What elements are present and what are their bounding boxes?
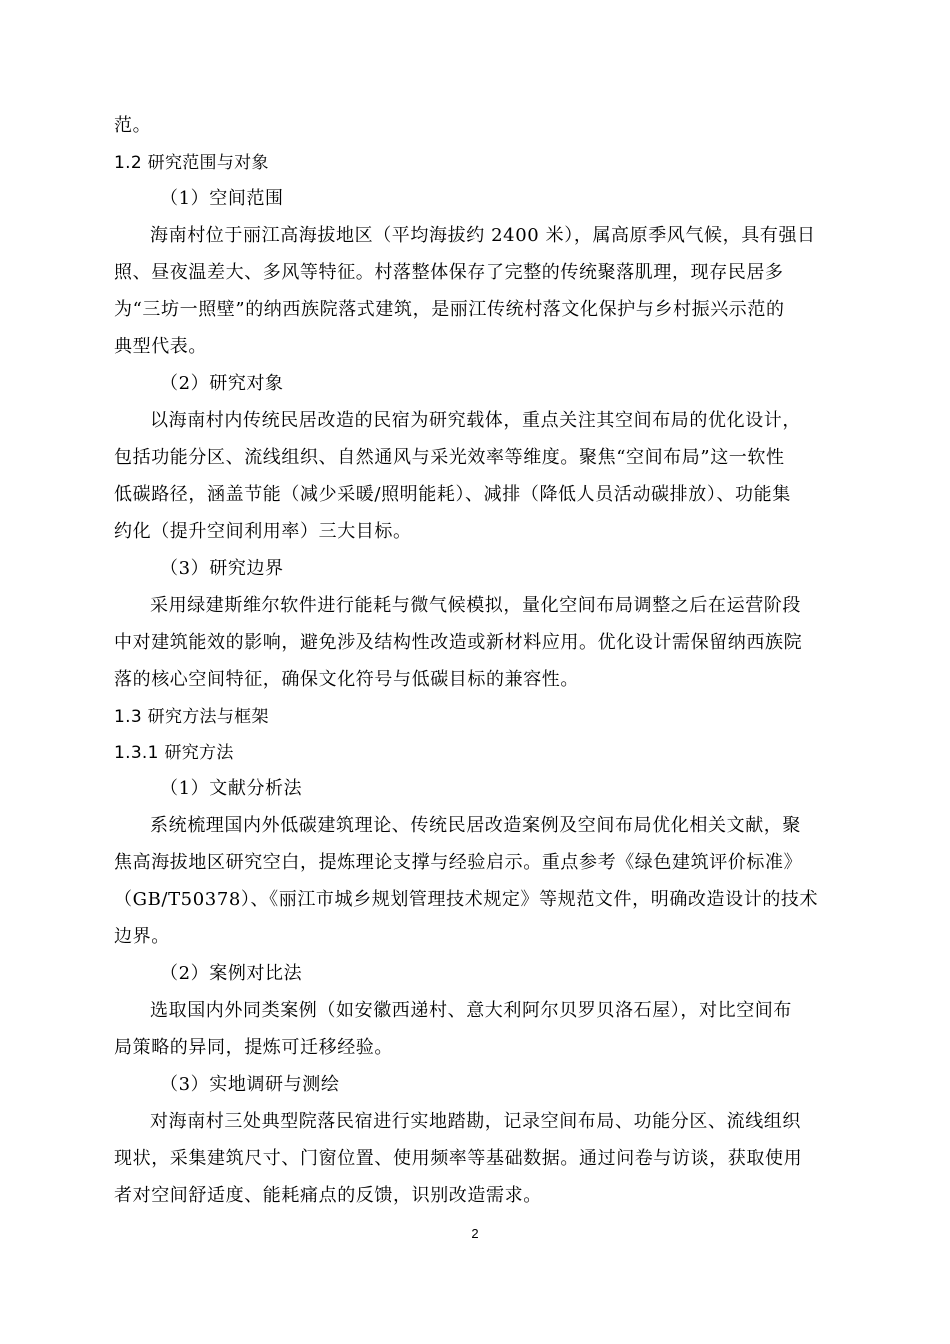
paragraph-line: 焦高海拔地区研究空白，提炼理论支撑与经验启示。重点参考《绿色建筑评价标准》	[114, 852, 803, 873]
paragraph-line: 对海南村三处典型院落民宿进行实地踏勘，记录空间布局、功能分区、流线组织	[150, 1111, 801, 1132]
subsection-heading-1-3-1: 1.3.1 研究方法	[114, 743, 234, 763]
subsection-label: （3）实地调研与测绘	[160, 1074, 340, 1095]
paragraph-line: 以海南村内传统民居改造的民宿为研究载体，重点关注其空间布局的优化设计，	[150, 410, 801, 431]
subsection-label: （1）空间范围	[160, 188, 284, 209]
paragraph-line: 海南村位于丽江高海拔地区（平均海拔约 2400 米），属高原季风气候，具有强日	[150, 225, 816, 246]
paragraph-line: 采用绿建斯维尔软件进行能耗与微气候模拟，量化空间布局调整之后在运营阶段	[150, 595, 801, 616]
paragraph-line: 选取国内外同类案例（如安徽西递村、意大利阿尔贝罗贝洛石屋），对比空间布	[150, 1000, 792, 1021]
section-heading-1-3: 1.3 研究方法与框架	[114, 707, 269, 727]
paragraph-line: （GB/T50378）、《丽江市城乡规划管理技术规定》等规范文件，明确改造设计的技术	[114, 889, 819, 910]
paragraph-line: 包括功能分区、流线组织、自然通风与采光效率等维度。聚焦“空间布局”这一软性	[114, 447, 785, 468]
subsection-label: （3）研究边界	[160, 558, 284, 579]
paragraph-line: 约化（提升空间利用率）三大目标。	[114, 521, 412, 542]
section-heading-1-2: 1.2 研究范围与对象	[114, 153, 269, 173]
paragraph-line: 局策略的异同，提炼可迁移经验。	[114, 1037, 393, 1058]
paragraph-line: 者对空间舒适度、能耗痛点的反馈，识别改造需求。	[114, 1185, 542, 1206]
text-line: 范。	[114, 115, 152, 136]
paragraph-line: 系统梳理国内外低碳建筑理论、传统民居改造案例及空间布局优化相关文献，聚	[150, 815, 801, 836]
paragraph-line: 落的核心空间特征，确保文化符号与低碳目标的兼容性。	[114, 669, 579, 690]
subsection-label: （2）研究对象	[160, 373, 284, 394]
paragraph-line: 中对建筑能效的影响，避免涉及结构性改造或新材料应用。优化设计需保留纳西族院	[114, 632, 803, 653]
subsection-label: （2）案例对比法	[160, 963, 303, 984]
page-number: 2	[471, 1226, 479, 1241]
paragraph-line: 现状，采集建筑尺寸、门窗位置、使用频率等基础数据。通过问卷与访谈，获取使用	[114, 1148, 803, 1169]
subsection-label: （1）文献分析法	[160, 778, 303, 799]
paragraph-line: 边界。	[114, 926, 170, 947]
paragraph-line: 典型代表。	[114, 336, 207, 357]
paragraph-line: 照、昼夜温差大、多风等特征。村落整体保存了完整的传统聚落肌理，现存民居多	[114, 262, 784, 283]
paragraph-line: 低碳路径，涵盖节能（减少采暖/照明能耗）、减排（降低人员活动碳排放）、功能集	[114, 484, 791, 505]
paragraph-line: 为“三坊一照壁”的纳西族院落式建筑，是丽江传统村落文化保护与乡村振兴示范的	[114, 299, 785, 320]
